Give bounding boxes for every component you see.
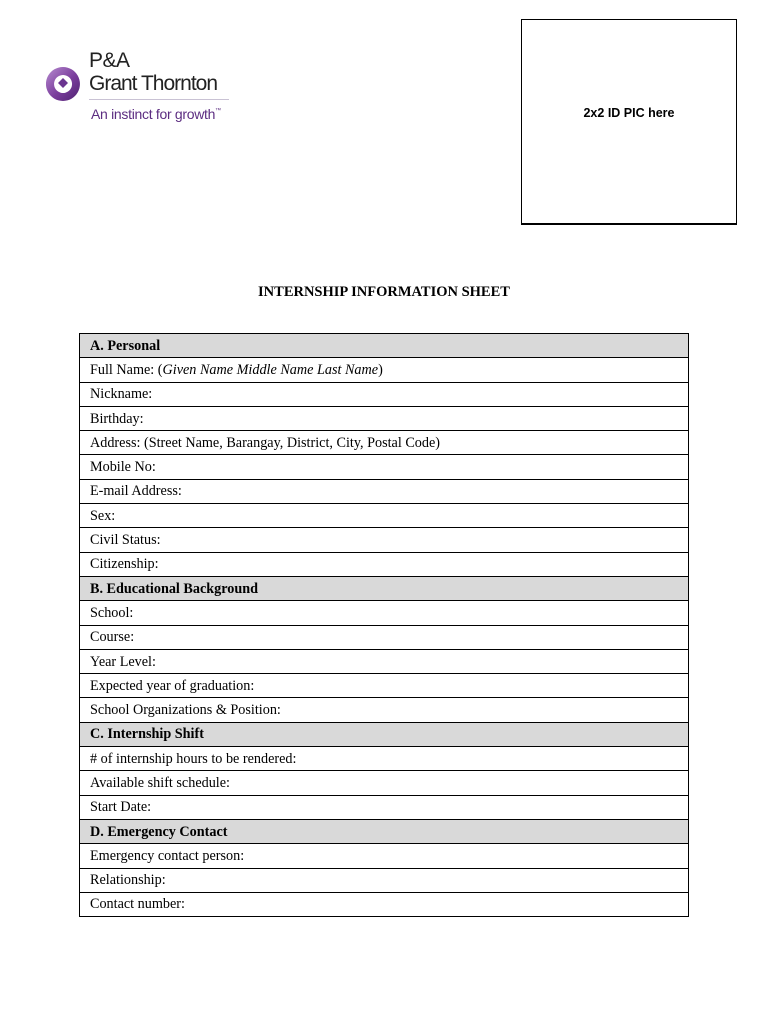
section-heading-education: B. Educational Background [80, 576, 689, 600]
table-row [80, 479, 689, 503]
field-full-name-hint: Given Name Middle Name Last Name [162, 361, 379, 378]
table-row [80, 892, 689, 916]
table-row [80, 698, 689, 722]
field-civil-status[interactable]: Civil Status: [80, 528, 689, 552]
table-row [80, 868, 689, 892]
logo-text-grant-thornton: Grant Thornton [89, 72, 218, 95]
section-shift [80, 722, 689, 746]
section-heading-shift: C. Internship Shift [80, 722, 689, 746]
field-graduation-year[interactable]: Expected year of graduation: [80, 674, 689, 698]
field-email[interactable]: E-mail Address: [80, 479, 689, 503]
field-emergency-person[interactable]: Emergency contact person: [80, 844, 689, 868]
table-row [80, 552, 689, 576]
table-row [80, 844, 689, 868]
field-internship-hours[interactable]: # of internship hours to be rendered: [80, 747, 689, 771]
logo-divider [89, 99, 229, 100]
field-shift-schedule[interactable]: Available shift schedule: [80, 771, 689, 795]
field-full-name[interactable] [80, 358, 689, 382]
table-row [80, 528, 689, 552]
logo-tagline [91, 106, 221, 122]
table-row [80, 504, 689, 528]
company-logo [46, 50, 236, 130]
field-mobile[interactable]: Mobile No: [80, 455, 689, 479]
table-row [80, 382, 689, 406]
table-row [80, 674, 689, 698]
section-personal [80, 334, 689, 358]
logo-text-pa: P&A [89, 49, 130, 72]
table-row [80, 747, 689, 771]
table-row [80, 795, 689, 819]
field-course[interactable]: Course: [80, 625, 689, 649]
table-row [80, 601, 689, 625]
field-year-level[interactable]: Year Level: [80, 649, 689, 673]
field-organizations[interactable]: School Organizations & Position: [80, 698, 689, 722]
id-photo-label: 2x2 ID PIC here [583, 106, 675, 120]
field-sex[interactable]: Sex: [80, 504, 689, 528]
id-photo-box [521, 19, 737, 225]
page-title: INTERNSHIP INFORMATION SHEET [258, 284, 510, 300]
field-citizenship[interactable]: Citizenship: [80, 552, 689, 576]
section-heading-emergency: D. Emergency Contact [80, 819, 689, 843]
logo-trademark: ™ [215, 108, 221, 114]
field-contact-number[interactable]: Contact number: [80, 892, 689, 916]
table-row [80, 406, 689, 430]
table-row [80, 625, 689, 649]
grant-thornton-logo-icon [46, 66, 80, 102]
table-row [80, 771, 689, 795]
field-full-name-close: ) [378, 361, 383, 378]
table-row [80, 431, 689, 455]
section-emergency [80, 819, 689, 843]
field-nickname[interactable]: Nickname: [80, 382, 689, 406]
section-education [80, 576, 689, 600]
table-row [80, 358, 689, 382]
field-birthday[interactable]: Birthday: [80, 406, 689, 430]
field-relationship[interactable]: Relationship: [80, 868, 689, 892]
table-row [80, 455, 689, 479]
field-school[interactable]: School: [80, 601, 689, 625]
table-row [80, 649, 689, 673]
logo-tagline-text: An instinct for growth [91, 106, 216, 122]
field-start-date[interactable]: Start Date: [80, 795, 689, 819]
field-address[interactable]: Address: (Street Name, Barangay, District, City, Postal Code) [80, 431, 689, 455]
field-full-name-label: Full Name: ( [90, 361, 163, 378]
internship-form-table [79, 333, 689, 917]
section-heading-personal: A. Personal [80, 334, 689, 358]
